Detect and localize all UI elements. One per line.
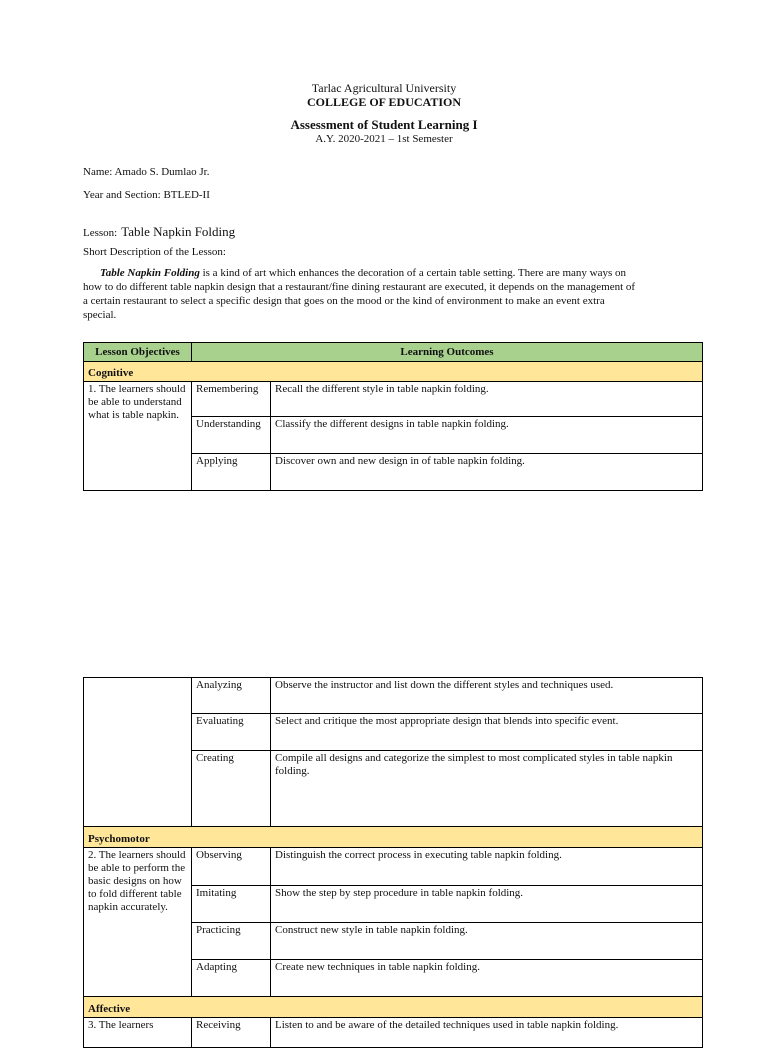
cognitive-objective: 1. The learners should be able to understand what is table napkin. xyxy=(84,382,192,491)
level-cell: Creating xyxy=(192,751,271,827)
outcome-cell: Discover own and new design in of table napkin folding. xyxy=(271,454,703,491)
domain-affective: Affective xyxy=(84,997,703,1018)
academic-term: A.Y. 2020-2021 – 1st Semester xyxy=(315,133,453,145)
level-cell: Applying xyxy=(192,454,271,491)
outcome-cell: Distinguish the correct process in executing table napkin folding. xyxy=(271,848,703,886)
level-cell: Adapting xyxy=(192,960,271,997)
outcome-cell: Observe the instructor and list down the different styles and techniques used. xyxy=(271,678,703,714)
header-learning-outcomes: Learning Outcomes xyxy=(192,343,703,362)
level-cell: Understanding xyxy=(192,417,271,454)
level-cell: Imitating xyxy=(192,886,271,923)
outcome-cell: Compile all designs and categorize the simplest to most complicated styles in table napkin folding. xyxy=(271,751,703,827)
level-cell: Observing xyxy=(192,848,271,886)
header-lesson-objectives: Lesson Objectives xyxy=(84,343,192,362)
lesson-title: Table Napkin Folding xyxy=(121,224,236,239)
level-cell: Practicing xyxy=(192,923,271,960)
course-title: Assessment of Student Learning I xyxy=(290,117,478,132)
outcome-cell: Create new techniques in table napkin folding. xyxy=(271,960,703,997)
affective-objective: 3. The learners xyxy=(84,1018,192,1048)
continued-objective-cell xyxy=(84,678,192,827)
level-cell: Remembering xyxy=(192,382,271,417)
description-line-2: how to do different table napkin design that a restaurant/fine dining restaurant are executed, it depends on the management of xyxy=(83,281,636,293)
objectives-table-1 xyxy=(83,342,703,491)
level-cell: Receiving xyxy=(192,1018,271,1048)
description-line-4: special. xyxy=(83,309,117,321)
lesson-label: Lesson: xyxy=(83,227,118,239)
domain-cognitive: Cognitive xyxy=(84,362,703,382)
outcome-cell: Show the step by step procedure in table napkin folding. xyxy=(271,886,703,923)
outcome-cell: Listen to and be aware of the detailed techniques used in table napkin folding. xyxy=(271,1018,703,1048)
outcome-cell: Select and critique the most appropriate design that blends into specific event. xyxy=(271,714,703,751)
outcome-cell: Recall the different style in table napkin folding. xyxy=(271,382,703,417)
description-lead: Table Napkin Folding xyxy=(100,267,200,279)
domain-psychomotor: Psychomotor xyxy=(84,827,703,848)
university-name: Tarlac Agricultural University xyxy=(311,81,457,95)
outcome-cell: Classify the different designs in table napkin folding. xyxy=(271,417,703,454)
outcome-cell: Construct new style in table napkin folding. xyxy=(271,923,703,960)
psychomotor-objective: 2. The learners should be able to perform the basic designs on how to fold different table napkin accurately. xyxy=(84,848,192,997)
student-name: Name: Amado S. Dumlao Jr. xyxy=(83,166,210,178)
lesson-line xyxy=(83,223,235,241)
objectives-table-2 xyxy=(83,677,703,1048)
level-cell: Evaluating xyxy=(192,714,271,751)
description-label: Short Description of the Lesson: xyxy=(83,246,226,258)
college-name: COLLEGE OF EDUCATION xyxy=(306,95,462,109)
description-line-1: is a kind of art which enhances the decoration of a certain table setting. There are many ways on xyxy=(199,267,627,279)
year-section: Year and Section: BTLED-II xyxy=(83,189,210,201)
level-cell: Analyzing xyxy=(192,678,271,714)
lesson-description xyxy=(83,266,703,322)
description-line-3: a certain restaurant to select a specific design that goes on the mood or the kind of environment to make an event extra xyxy=(83,295,605,307)
